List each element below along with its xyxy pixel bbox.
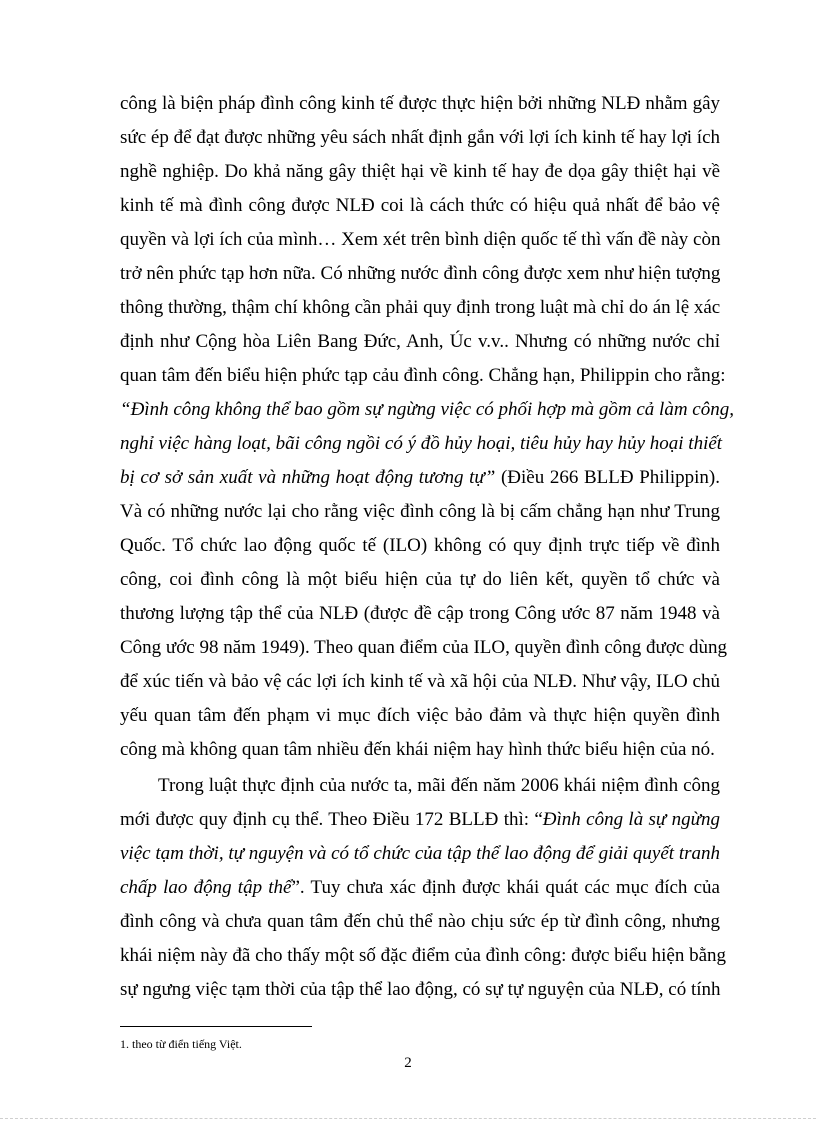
text-run: ”. Tuy chưa xác định được khái quát các mục đích của <box>291 877 720 898</box>
body-line: Công ước 98 năm 1949). Theo quan điểm của ILO, quyền đình công được dùng <box>120 637 728 658</box>
body-line: công là biện pháp đình công kinh tế được thực hiện bởi những NLĐ nhằm gây <box>120 93 720 114</box>
body-line: đình công và chưa quan tâm đến chủ thể nào chịu sức ép từ đình công, nhưng <box>120 911 720 932</box>
body-line: quyền và lợi ích của mình… Xem xét trên bình diện quốc tế thì vấn đề này còn <box>120 229 721 250</box>
body-line: Quốc. Tổ chức lao động quốc tế (ILO) không có quy định trực tiếp về đình <box>120 535 720 556</box>
body-line: trở nên phức tạp hơn nữa. Có những nước đình công được xem như hiện tượng <box>120 263 721 284</box>
body-line <box>120 876 720 900</box>
quote-line: nghỉ việc hàng loạt, bãi công ngồi có ý đồ hủy hoại, tiêu hủy hay hủy hoại thiết <box>120 433 723 454</box>
body-line: công mà không quan tâm nhiều đến khái niệm hay hình thức biểu hiện của nó. <box>120 739 715 760</box>
quote-end: bị cơ sở sản xuất và những hoạt động tương tự” <box>120 467 496 488</box>
body-line: khái niệm này đã cho thấy một số đặc điểm của đình công: được biểu hiện bằng <box>120 945 727 966</box>
body-line: để xúc tiến và bảo vệ các lợi ích kinh tế và xã hội của NLĐ. Như vậy, ILO chủ <box>120 671 720 692</box>
definition-start: Đình công là sự ngừng <box>542 809 720 830</box>
body-line: định như Cộng hòa Liên Bang Đức, Anh, Úc v.v.. Nhưng có những nước chỉ <box>120 331 720 352</box>
body-line <box>120 466 720 490</box>
footnote-separator <box>120 1026 312 1027</box>
quote-line: “Đình công không thể bao gồm sự ngừng việc có phối hợp mà gồm cả làm công, <box>120 399 734 420</box>
paragraph-start-line: Trong luật thực định của nước ta, mãi đến năm 2006 khái niệm đình công <box>158 775 720 796</box>
body-line: thương lượng tập thể của NLĐ (được đề cập trong Công ước 87 năm 1948 và <box>120 603 720 624</box>
body-line: quan tâm đến biểu hiện phức tạp cảu đình công. Chẳng hạn, Philippin cho rằng: <box>120 365 726 386</box>
definition-line: việc tạm thời, tự nguyện và có tổ chức của tập thể lao động để giải quyết tranh <box>120 843 720 864</box>
page-bottom-border <box>0 1118 816 1119</box>
body-line: nghề nghiệp. Do khả năng gây thiệt hại về kinh tế hay đe dọa gây thiệt hại về <box>120 161 720 182</box>
body-line <box>120 808 720 832</box>
definition-end: chấp lao động tập thể <box>120 877 292 898</box>
footnote: 1. theo từ điển tiếng Việt. <box>120 1037 242 1051</box>
body-line: sức ép để đạt được những yêu sách nhất định gắn với lợi ích kinh tế hay lợi ích <box>120 127 720 148</box>
body-line: kinh tế mà đình công được NLĐ coi là cách thức có hiệu quả nhất để bảo vệ <box>120 195 720 216</box>
body-line: sự ngưng việc tạm thời của tập thể lao động, có sự tự nguyện của NLĐ, có tính <box>120 979 721 1000</box>
body-line: thông thường, thậm chí không cần phải quy định trong luật mà chỉ do án lệ xác <box>120 297 721 318</box>
body-line: Và có những nước lại cho rằng việc đình công là bị cấm chẳng hạn như Trung <box>120 501 720 522</box>
text-run: mới được quy định cụ thể. Theo Điều 172 BLLĐ thì: “ <box>120 809 543 830</box>
page-number: 2 <box>404 1055 412 1071</box>
citation: (Điều 266 BLLĐ Philippin). <box>495 467 720 488</box>
body-line: yếu quan tâm đến phạm vi mục đích việc bảo đảm và thực hiện quyền đình <box>120 705 720 726</box>
body-line: công, coi đình công là một biểu hiện của tự do liên kết, quyền tổ chức và <box>120 569 720 590</box>
